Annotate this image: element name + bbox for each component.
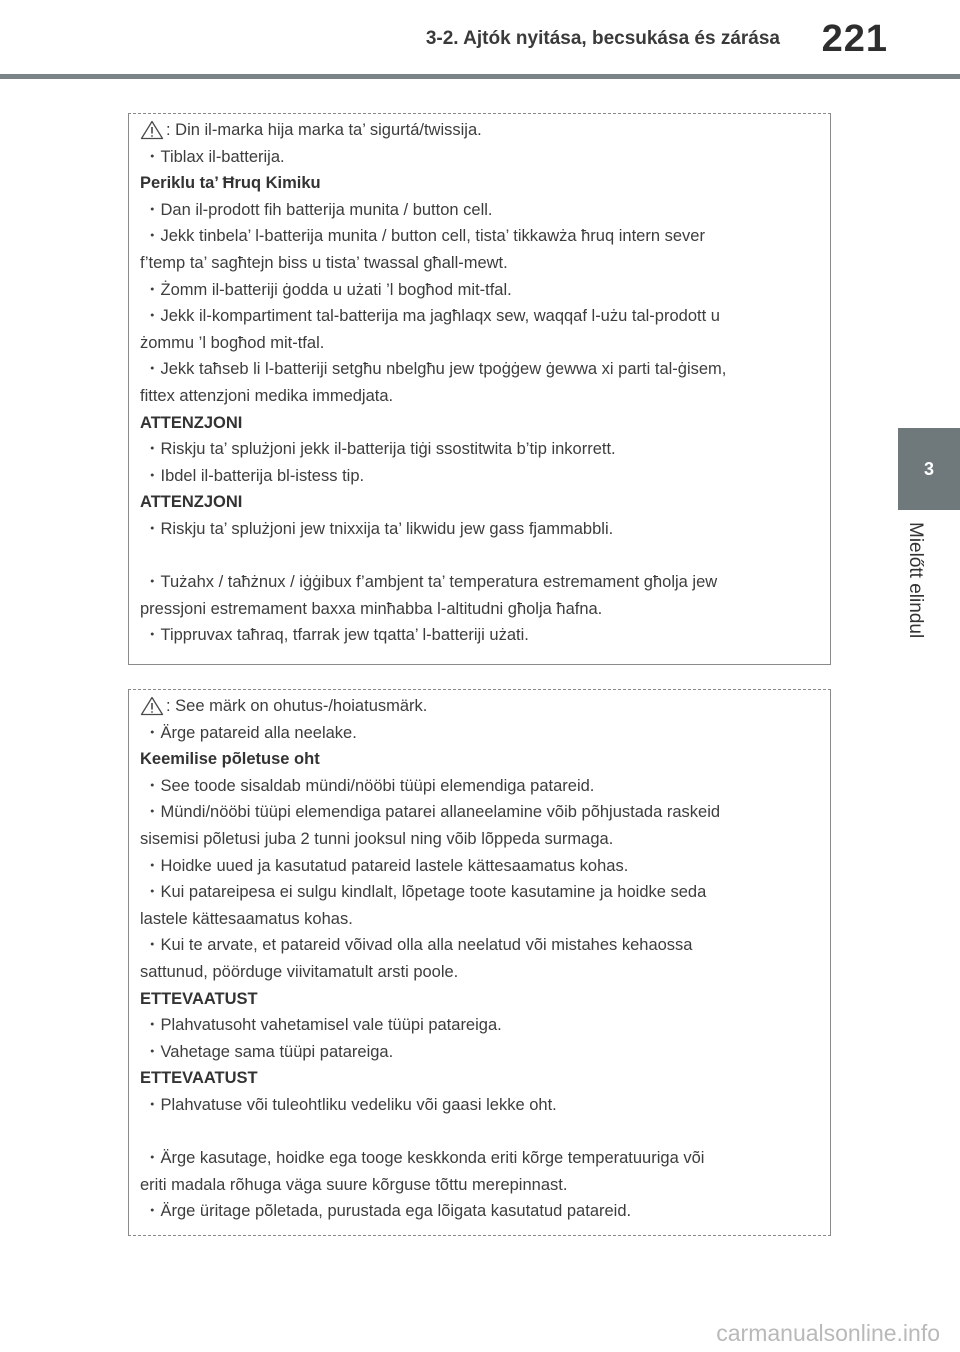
bullet-line: ・Kui te arvate, et patareid võivad olla alla neelatud või mistahes kehaossa <box>144 936 693 955</box>
warning-triangle-icon <box>140 696 164 716</box>
text-line-continuation: pressjoni estremament baxxa minħabba l-altitudni għolja ħafna. <box>140 599 603 618</box>
bullet-line: ・Vahetage sama tüüpi patareiga. <box>144 1042 394 1061</box>
bullet-line: ・Jekk taħseb li l-batteriji setgħu nbelgħu jew tpoġġew ġewwa xi parti tal-ġisem, <box>144 360 727 379</box>
warning-box-estonian-content <box>129 690 830 1225</box>
bullet-line: ・Tippruvax taħraq, tfarrak jew tqatta’ l-batteriji użati. <box>144 626 529 645</box>
warning-symbol-line <box>140 117 818 144</box>
warning-heading: Periklu ta’ Ħruq Kimiku <box>140 174 321 193</box>
warning-heading: ETTEVAATUST <box>140 1069 258 1088</box>
bullet-line: ・Tiblax il-batterija. <box>144 147 285 166</box>
text-line-continuation: f’temp ta’ sagħtejn biss u tista’ twassal għall-mewt. <box>140 253 508 272</box>
chapter-label: Mielőtt elindul <box>905 522 926 639</box>
bullet-line: ・Kui patareipesa ei sulgu kindlalt, lõpetage toote kasutamine ja hoidke seda <box>144 883 707 902</box>
chapter-tab <box>898 428 960 510</box>
bullet-line: ・Plahvatuse või tuleohtliku vedeliku või gaasi lekke oht. <box>144 1095 557 1114</box>
text-line-continuation: żommu ’l bogħod mit-tfal. <box>140 333 325 352</box>
bullet-line: ・Hoidke uued ja kasutatud patareid lastele kättesaamatus kohas. <box>144 856 629 875</box>
chapter-tab-number: 3 <box>923 458 934 479</box>
warning-heading: ETTEVAATUST <box>140 989 258 1008</box>
bullet-line: ・Mündi/nööbi tüüpi elemendiga patarei allaneelamine võib põhjustada raskeid <box>144 803 721 822</box>
warning-box-maltese-content <box>129 114 830 649</box>
bullet-line: ・Jekk il-kompartiment tal-batterija ma jagħlaqx sew, waqqaf l-użu tal-prodott u <box>144 307 720 326</box>
warning-heading: ATTENZJONI <box>140 493 243 512</box>
bullet-line: ・Riskju ta’ splużjoni jew tnixxija ta’ likwidu jew gass fjammabbli. <box>144 519 614 538</box>
warning-symbol-text: : Din il-marka hija marka ta’ sigurtá/twissija. <box>166 121 482 139</box>
bullet-line: ・Riskju ta’ splużjoni jekk il-batterija tiġi ssostitwita b’tip inkorrett. <box>144 440 616 459</box>
bullet-line: ・Plahvatusoht vahetamisel vale tüüpi patareiga. <box>144 1016 502 1035</box>
warning-heading: Keemilise põletuse oht <box>140 750 320 769</box>
paragraph-gap <box>140 1119 818 1146</box>
watermark: carmanualsonline.info <box>716 1320 940 1346</box>
bullet-line: ・Żomm il-batteriji ġodda u użati ’l bogħod mit-tfal. <box>144 280 512 299</box>
warning-box-estonian <box>128 689 831 1236</box>
text-line-continuation: fittex attenzjoni medika immedjata. <box>140 386 394 405</box>
bullet-line: ・Ärge patareid alla neelake. <box>144 723 357 742</box>
bullet-line: ・Ärge kasutage, hoidke ega tooge keskkonda eriti kõrge temperatuuriga või <box>144 1149 705 1168</box>
text-line-continuation: lastele kättesaamatus kohas. <box>140 909 353 928</box>
bullet-line: ・Dan il-prodott fih batterija munita / button cell. <box>144 200 493 219</box>
text-line-continuation: eriti madala rõhuga väga suure kõrguse tõttu merepinnast. <box>140 1175 568 1194</box>
warning-box-maltese <box>128 113 831 665</box>
bullet-line: ・Tużahx / taħżnux / iġġibux f’ambjent ta’ temperatura estremament għolja jew <box>144 573 718 592</box>
section-title: 3-2. Ajtók nyitása, becsukása és zárása <box>425 28 780 49</box>
bullet-line: ・Ibdel il-batterija bl-istess tip. <box>144 466 365 485</box>
warning-heading: ATTENZJONI <box>140 413 243 432</box>
bullet-line: ・See toode sisaldab mündi/nööbi tüüpi elemendiga patareid. <box>144 776 595 795</box>
warning-symbol-text: : See märk on ohutus-/hoiatusmärk. <box>166 697 428 715</box>
page-number: 221 <box>821 18 888 60</box>
text-line-continuation: sisemisi põletusi juba 2 tunni jooksul ning võib lõppeda surmaga. <box>140 829 614 848</box>
header-rule <box>0 74 960 79</box>
warning-triangle-icon <box>140 120 164 140</box>
text-line-continuation: sattunud, pöörduge viivitamatult arsti poole. <box>140 962 459 981</box>
page-header <box>0 0 960 80</box>
warning-symbol-line <box>140 693 818 720</box>
bullet-line: ・Ärge üritage põletada, purustada ega lõigata kasutatud patareid. <box>144 1202 632 1221</box>
paragraph-gap <box>140 543 818 570</box>
bullet-line: ・Jekk tinbela’ l-batterija munita / button cell, tista’ tikkawża ħruq intern sever <box>144 227 705 246</box>
